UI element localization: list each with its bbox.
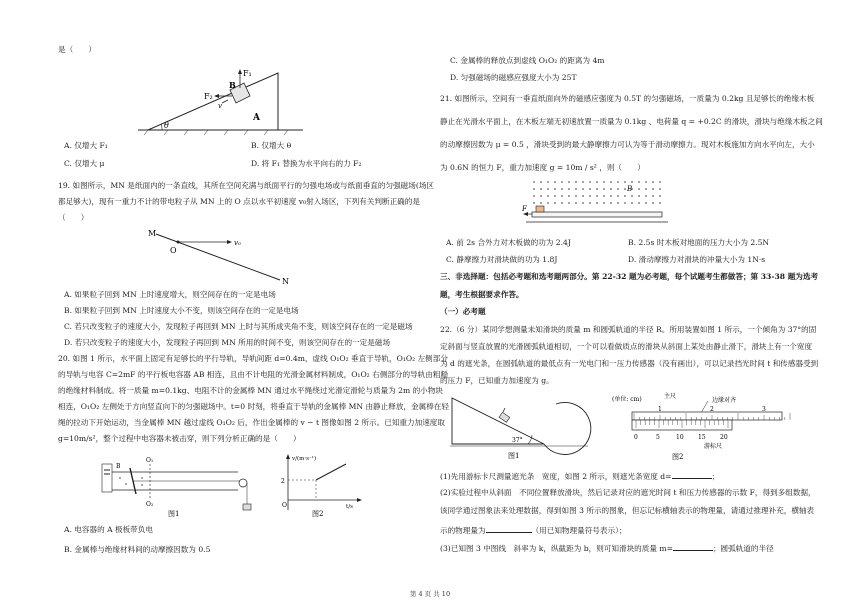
field-dot [603, 181, 605, 183]
q21-line2: 静止在光滑水平面上，在木板左端无初速放置一质量为 0.1kg 、电荷量 q = +0.2C 的滑块，滑块与绝缘木板之间 [440, 117, 823, 126]
q19-option-a: A. 如果粒子回到 MN 上时速度增大，则空间存在的一定是电场 [64, 290, 276, 299]
q22-vernier-tick: 0 [634, 434, 638, 441]
q21-option-c: C. 静摩擦力对滑块做的功为 1.8J [446, 255, 558, 264]
field-dot [582, 181, 584, 183]
q22-part3 [440, 542, 774, 554]
section-required: （一）必考题 [440, 307, 486, 316]
q22-line4: 的压力 F，已知重力加速度为 g。 [440, 376, 554, 385]
q18-label-b: B [229, 80, 236, 90]
q22-part3-text: (3)已知图 3 中图线 斜率为 k，纵截距为 b，则可知滑块的质量 m= [440, 544, 673, 553]
q18-option-c: C. 仅增大 μ [64, 159, 105, 168]
q22-main-scale-label: 主尺 [664, 393, 677, 400]
q19-figure [148, 228, 298, 286]
q22-fig1-caption: 图1 [508, 452, 520, 460]
q22-blank-m[interactable] [673, 542, 713, 551]
field-dot [547, 195, 549, 197]
field-dot [617, 188, 619, 190]
field-dot [624, 188, 626, 190]
q22-unit: (单位: cm) [612, 396, 642, 403]
q22-vernier-tick: 15 [698, 434, 706, 441]
field-dot [596, 195, 598, 197]
q22-part2-line3 [440, 524, 626, 536]
field-dot [575, 188, 577, 190]
field-dot [575, 195, 577, 197]
q18-stem-tail: 是（ ） [58, 45, 96, 54]
q22-vernier-tick: 5 [656, 434, 660, 441]
field-dot [659, 188, 661, 190]
field-dot [568, 188, 570, 190]
q18-label-a: A [253, 113, 260, 123]
field-dot [561, 195, 563, 197]
field-dot [561, 188, 563, 190]
q19-line2: 都足够大)，现有一重力不计的带电粒子从 MN 上的 O 点以水平初速度 v₀射入场区，下列有关判断正确的是 [58, 197, 420, 206]
field-dot [540, 202, 542, 204]
q19-label-n: N [282, 277, 289, 286]
q22-label-angle: 37° [512, 437, 523, 444]
field-dot [596, 202, 598, 204]
q20-option-a: A. 电容器的 A 极板带负电 [64, 525, 153, 534]
q22-part3-tail: ；圆弧轨道的半径 [712, 544, 774, 553]
field-dot [603, 202, 605, 204]
field-dot [631, 202, 633, 204]
field-dot [652, 195, 654, 197]
q22-part1-semi: ； [711, 472, 720, 481]
q21-figure [522, 178, 672, 228]
q19-option-d: D. 若只改变粒子的速度大小，发现粒子再回到 MN 所用的时间不变，则该空间存在的一定是磁场 [64, 338, 391, 347]
q20-line3: 的绝缘材料制成。将一质量 m=0.1kg、电阻不计的金属棒 MN 通过水平绳绕过光滑定滑轮与质量为 2m 的小物块 [58, 386, 443, 395]
field-dot [582, 188, 584, 190]
field-dot [575, 202, 577, 204]
q22-line3: 为 d 的遮光条，在圆弧轨道的最低点有一光电门和一压力传感器（没有画出），可以记录挡光时间 t 和传感器受到 [440, 359, 819, 368]
q19-option-b: B. 如果粒子回到 MN 上时速度大小不变，则该空间存在的一定是电场 [64, 306, 299, 315]
field-dot [659, 195, 661, 197]
q18-label-theta: θ [164, 121, 169, 130]
field-dot [533, 202, 535, 204]
q18-figure [128, 68, 308, 136]
q20-label-o2: O₂ [146, 501, 154, 508]
field-dot [638, 195, 640, 197]
field-dot [652, 181, 654, 183]
field-dot [582, 195, 584, 197]
field-dot [659, 202, 661, 204]
q20-option-c: C. 金属棒的释放点到虚线 O₁O₂ 的距离为 4m [450, 56, 605, 65]
q22-figure2 [612, 392, 792, 462]
field-dot [610, 202, 612, 204]
q22-vernier-tick: 10 [676, 434, 684, 441]
field-dot [561, 202, 563, 204]
q21-option-a: A. 前 2s 合外力对木板做的功为 2.4J [446, 238, 571, 247]
q20-figure1 [98, 450, 258, 518]
field-dot [568, 195, 570, 197]
field-dot [533, 181, 535, 183]
field-dot [645, 195, 647, 197]
q22-line1: 22.（6 分）某同学想测量未知滑块的质量 m 和圆弧轨道的半径 R。所用装置如图 1 所示，一个倾角为 37°的固 [440, 325, 817, 334]
field-dot [575, 181, 577, 183]
field-dot [610, 195, 612, 197]
field-dot [568, 181, 570, 183]
q19-label-v0: v₀ [234, 239, 241, 247]
field-dot [617, 195, 619, 197]
field-dot [554, 195, 556, 197]
q19-label-m: M [148, 229, 157, 238]
q19-option-c: C. 若只改变粒子的速度大小，发现粒子再回到 MN 上时与其所成夹角不变，则该空间存在的一定是磁场 [64, 322, 413, 331]
q20-fig2-caption: 图2 [312, 510, 324, 518]
q20-label-b: B [116, 463, 121, 470]
page-footer: 第 4 页 共 10 [409, 590, 451, 598]
q20-figure2 [276, 450, 366, 518]
q18-label-v: v [218, 102, 222, 110]
field-dot [540, 181, 542, 183]
q22-vernier-label: 游标尺 [704, 443, 723, 450]
field-dot [547, 202, 549, 204]
field-dot [624, 195, 626, 197]
q22-part2-note: （用已知物理量符号表示）； [531, 526, 627, 535]
q22-main-tick: 1 [658, 406, 662, 413]
field-dot [596, 188, 598, 190]
q18-label-f1: F₁ [243, 69, 252, 78]
q20-line6: g=10m/s²，整个过程中电容器未被击穿，则下列分析正确的是（ ） [58, 434, 301, 443]
q22-part2-text: 示的物理量为 [440, 526, 486, 535]
field-dot [638, 202, 640, 204]
q21-line1: 21. 如图所示，空间有一垂直纸面向外的磁感应强度为 0.5T 的匀强磁场，一质量为 0.2kg 且足够长的绝缘木板 [440, 94, 815, 103]
q22-part1 [440, 470, 719, 482]
field-dot [554, 202, 556, 204]
field-dot [582, 202, 584, 204]
q22-figure1 [448, 392, 598, 460]
field-dot [652, 202, 654, 204]
q22-line2: 定斜面与竖直放置的光滑圆弧轨道相切，一个可以看做质点的滑块从斜面上某处由静止滑下，滑块上有一个宽度 [440, 342, 813, 351]
field-dot [638, 188, 640, 190]
q22-part2-line2: 该同学通过图象法来处理数据，得到如图 3 所示的图象，但忘记标横轴表示的物理量，请通过推理补充，横轴表 [440, 506, 815, 515]
q21-option-d: D. 滑动摩擦力对滑块的冲量大小为 1N·s [628, 255, 766, 264]
section3-line1: 三、非选择题：包括必考题和选考题两部分。第 22-32 题为必考题，每个试题考生都做答；第 33-38 题为选考 [440, 272, 819, 281]
field-dot [645, 202, 647, 204]
q20-fig2-origin: O [282, 502, 287, 509]
field-dot [610, 181, 612, 183]
field-dot [589, 181, 591, 183]
q18-option-a: A. 仅增大 F₁ [64, 141, 108, 150]
q21-line3: 的动摩擦因数为 μ = 0.5 ，滑块受到的最大静摩擦力可认为等于滑动摩擦力。现对木板施加方向水平向左，大小 [440, 140, 815, 149]
field-dot [554, 181, 556, 183]
field-dot [638, 181, 640, 183]
q20-line5: 绳的拉动下开始运动，当金属棒 MN 越过虚线 O₁O₂ 后，作出金属棒的 v − t 图像如图 2 所示。已知重力加速度取 [58, 418, 445, 427]
q21-label-b: B [627, 185, 633, 193]
q22-blank-d[interactable] [672, 470, 712, 479]
field-dot [533, 188, 535, 190]
q21-option-b: B. 2.5s 时木板对地面的压力大小为 2.5N [628, 238, 770, 247]
field-dot [603, 195, 605, 197]
field-dot [631, 181, 633, 183]
field-dot [624, 202, 626, 204]
q22-main-tick: 2 [710, 406, 714, 413]
q20-fig2-vaxis: v/(m·s⁻¹) [292, 456, 317, 462]
q19-line1: 19. 如图所示，MN 是纸面内的一条直线，其所在空间充满与纸面平行的匀强电场或与纸面垂直的匀强磁场(场区 [58, 181, 435, 190]
q22-vernier-tick: 20 [720, 434, 728, 441]
q20-label-o1: O₁ [146, 457, 154, 464]
field-dot [533, 195, 535, 197]
q20-fig2-taxis: t/s [346, 504, 353, 510]
q19-line3: （ ） [58, 213, 89, 222]
field-dot [561, 181, 563, 183]
q18-label-f2: F₂ [204, 92, 213, 101]
field-dot [589, 195, 591, 197]
field-dot [568, 202, 570, 204]
field-dot [645, 181, 647, 183]
q19-label-o: O [170, 246, 177, 255]
field-dot [624, 181, 626, 183]
field-dot [617, 202, 619, 204]
field-dot [547, 188, 549, 190]
q20-line4: 相连，O₁O₂ 左侧处于方向竖直向下的匀强磁场中。t=0 时刻，将垂直于导轨的金属棒 MN 由静止释放，金属棒在轻 [58, 402, 449, 411]
field-dot [645, 188, 647, 190]
section3-line2: 题，考生根据要求作答。 [440, 290, 524, 299]
field-dot [610, 188, 612, 190]
field-dot [554, 188, 556, 190]
q20-option-d: D. 匀强磁场的磁感应强度大小为 25T [450, 73, 577, 82]
q22-part2-line1: (2)实验过程中从斜面 不同位置释放滑块，然后记录对应的遮光时间 t 和压力传感器的示数 F，得到多组数据， [440, 488, 816, 497]
q20-fig2-val: 2 [281, 478, 285, 485]
q22-edge-label: 边缘对齐 [712, 397, 737, 404]
q22-main-tick: 3 [762, 406, 766, 413]
q21-line4: 为 0.6N 的恒力 F，重力加速度 g = 10m / s² ，则（ ） [440, 163, 645, 172]
q22-part1-text: (1)先用游标卡尺测量遮光条 宽度，如图 2 所示，则遮光条宽度 d= [440, 472, 672, 481]
q21-label-f: F [522, 205, 527, 213]
field-dot [603, 188, 605, 190]
q18-option-d: D. 将 F₁ 替换为水平向右的力 F₂ [251, 159, 362, 168]
field-dot [659, 181, 661, 183]
field-dot [652, 188, 654, 190]
field-dot [589, 188, 591, 190]
q22-blank-axis[interactable] [486, 524, 532, 533]
q20-line1: 20. 如图 1 所示，水平面上固定有足够长的平行导轨，导轨间距 d=0.4m，虚线 O₁O₂ 垂直于导轨，O₁O₂ 左侧部分 [58, 354, 448, 363]
field-dot [540, 188, 542, 190]
q20-fig1-caption: 图1 [168, 510, 180, 518]
field-dot [547, 181, 549, 183]
q20-option-b: B. 金属棒与绝缘材料间的动摩擦因数为 0.5 [64, 545, 211, 554]
field-dot [589, 202, 591, 204]
q18-option-b: B. 仅增大 θ [251, 141, 292, 150]
field-dot [631, 195, 633, 197]
q20-line2: 的导轨与电容 C=2mF 的平行板电容器 AB 相连，且由不计电阻的光滑金属材料制成，O₁O₂ 右侧部分的导轨由粗糙 [58, 370, 449, 379]
field-dot [540, 195, 542, 197]
q22-fig2-caption: 图2 [672, 453, 684, 461]
field-dot [596, 181, 598, 183]
field-dot [617, 181, 619, 183]
